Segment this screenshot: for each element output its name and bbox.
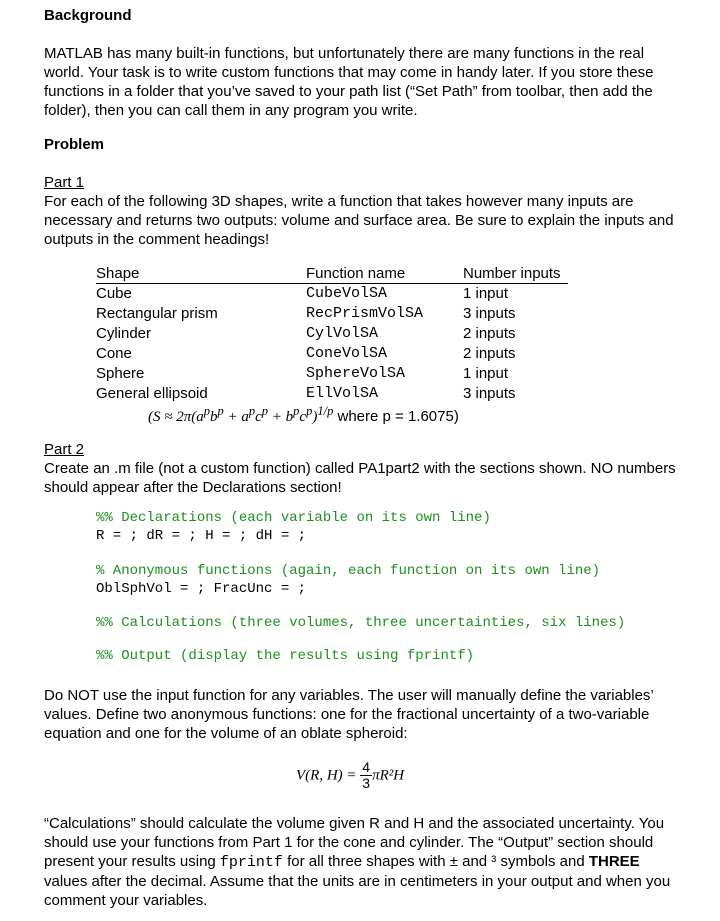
equation-denominator: 3 <box>362 775 371 791</box>
code-calculations-comment: %% Calculations (three volumes, three uncertainties, six lines) <box>96 615 626 631</box>
table-row <box>96 364 568 384</box>
inputs-cell: 3 inputs <box>463 305 516 322</box>
formula-where: where p = 1.6075) <box>333 408 459 425</box>
code-declarations-line: R = ; dR = ; H = ; dH = ; <box>96 528 307 544</box>
inputs-cell: 1 input <box>463 285 509 302</box>
background-paragraph: MATLAB has many built-in functions, but unfortunately there are many functions in the real world. Your task is to write custom functions that may come in handy later. If you store these functions in a folder that you’ve saved to your path list (“Set Path” from toolbar, then add the folder), then you can call them in any program you write. <box>44 45 654 119</box>
shape-cell: Rectangular prism <box>96 305 218 322</box>
function-name-cell: EllVolSA <box>306 385 379 402</box>
function-name-cell: CylVolSA <box>306 325 379 342</box>
symbols-text: with ± and ³ symbols and THREE values after the decimal. Assume that the units are in centimeters in your output and when you comment your variables. <box>44 853 671 909</box>
problem-heading: Problem <box>44 136 105 153</box>
code-declarations-comment: %% Declarations (each variable on its own line) <box>96 510 491 526</box>
output-text: The “Output” section should present your results using fprintf for all three shapes <box>44 834 654 871</box>
inputs-cell: 3 inputs <box>463 385 516 402</box>
equation-lhs: V(R, H) = <box>296 767 361 784</box>
shape-cell: Cylinder <box>96 325 152 342</box>
three-emphasis: THREE <box>588 853 640 870</box>
code-anonymous-comment: % Anonymous functions (again, each function on its own line) <box>96 563 601 579</box>
ellipsoid-formula: ($S \approx 2\pi(a^pb^p + a^pc^p + b^pc^p)^{1/p}$ where p = 1.6075) <box>148 404 459 425</box>
function-name-cell: RecPrismVolSA <box>306 305 424 322</box>
code-output-comment: %% Output (display the results using fprintf) <box>96 648 475 664</box>
function-name-cell: ConeVolSA <box>306 345 388 362</box>
calculations-text: “Calculations” should calculate the volume given R and H and the associated uncertainty. You should use your functions from Part 1 for the cone and cylinder. <box>44 815 665 851</box>
column-header-function-name: Function name <box>306 264 463 284</box>
column-header-shape: Shape <box>96 264 306 284</box>
part2-paragraph-3 <box>44 814 684 910</box>
part1-paragraph: For each of the following 3D shapes, write a function that takes however many inputs are necessary and returns two outputs: volume and surface area. Be sure to explain the inputs and outputs in the comment headings! <box>44 193 674 248</box>
part2-title: Part 2 <box>44 441 85 458</box>
shape-cell: General ellipsoid <box>96 385 208 402</box>
inputs-cell: 2 inputs <box>463 345 516 362</box>
formula-lead: (S ≈ 2π(a <box>148 409 204 425</box>
shape-cell: Sphere <box>96 365 145 382</box>
shape-cell: Cube <box>96 285 132 302</box>
table-row <box>96 324 568 344</box>
fprintf-code: fprintf <box>219 854 283 871</box>
shape-cell: Cone <box>96 345 132 362</box>
shapes-table <box>96 264 568 404</box>
table-row <box>96 284 568 305</box>
part2-paragraph: Create an .m file (not a custom function) called PA1part2 with the sections shown. NO numbers should appear after the Declarations section! <box>44 460 676 496</box>
equation-rhs: πR²H <box>372 767 405 784</box>
function-name-cell: SphereVolSA <box>306 365 406 382</box>
inputs-cell: 1 input <box>463 365 509 382</box>
shapes-table-header-row <box>96 264 568 284</box>
background-heading: Background <box>44 7 132 24</box>
oblate-spheroid-equation <box>296 760 404 791</box>
function-name-cell: CubeVolSA <box>306 285 388 302</box>
column-header-number-inputs: Number inputs <box>463 264 568 284</box>
table-row <box>96 304 568 324</box>
part1-title: Part 1 <box>44 174 85 191</box>
part2-paragraph-2: Do NOT use the input function for any variables. The user will manually define the variables’ values. Define two anonymous functions: one for the fractional uncertainty of a two-variable equation and one for the volume of an oblate spheroid: <box>44 687 654 742</box>
equation-numerator: 4 <box>362 759 371 775</box>
table-row <box>96 344 568 364</box>
code-anonymous-line: OblSphVol = ; FracUnc = ; <box>96 581 307 597</box>
inputs-cell: 2 inputs <box>463 325 516 342</box>
